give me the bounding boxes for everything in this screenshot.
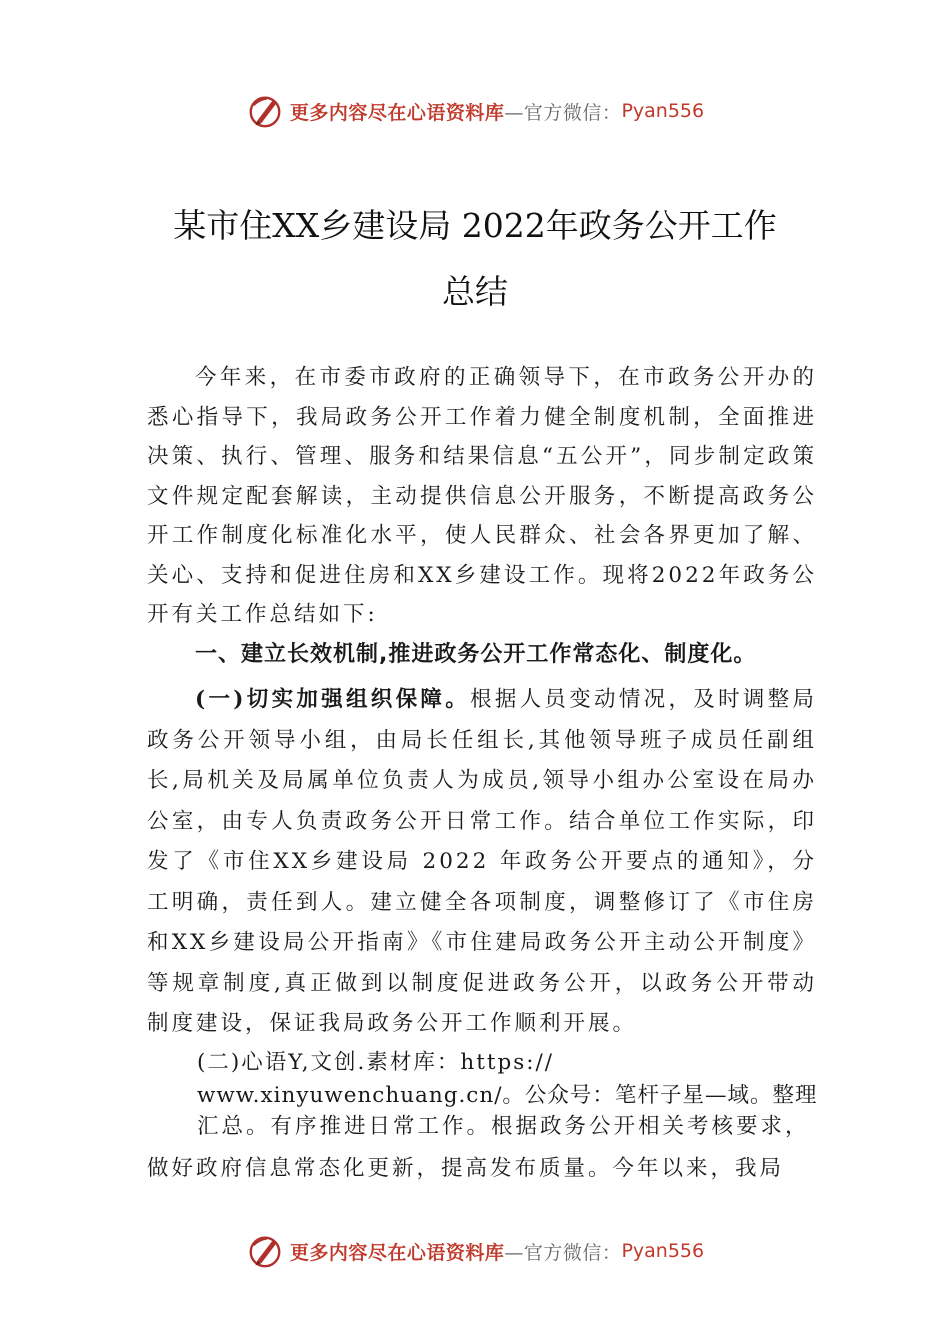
section-heading-1: 一、建立长效机制,推进政务公开工作常态化、制度化。: [195, 642, 757, 667]
document-title-line1: 某市住XX乡建设局 2022年政务公开工作: [173, 206, 777, 245]
footer-banner: [0, 1232, 950, 1270]
paragraph-organization: [147, 680, 817, 1045]
document-title-line2: 总结: [442, 272, 508, 311]
pen-logo-icon: [246, 1232, 284, 1270]
pen-logo-icon: [246, 92, 284, 130]
paragraph-3-line-2: www.xinyuwenchuang.cn/。公众号：笔杆子星—域。整理: [197, 1083, 818, 1108]
paragraph-3-line-3: 汇总。有序推进日常工作。根据政务公开相关考核要求，: [197, 1114, 810, 1139]
paragraph-3-line-1: (二)心语Y,文创.素材库：https://: [197, 1050, 555, 1075]
paragraph-lead: (一)切实加强组织保障。: [195, 687, 471, 712]
header-banner: [0, 92, 950, 130]
banner-red-text: 更多内容尽在心语资料库: [289, 1241, 505, 1264]
paragraph-3-line-4: 做好政府信息常态化更新，提高发布质量。今年以来，我局: [147, 1156, 785, 1181]
paragraph-body: 根据人员变动情况，及时调整局政务公开领导小组，由局长任组长,其他领导班子成员任副组长,局机关及局属单位负责人为成员,领导小组办公室设在局办公室，由专人负责政务公开日常工作。结合单位工作实际，印发了《市住XX乡建设局 2022 年政务公开要点的通知》，分工明确，责任到人。建立健全各项制度，调整修订了《市住房和XX乡建设局公开指南》《市住建局政务公开主动公开制度》等规章制度,真正做到以制度促进政务公开，以政务公开带动制度建设，保证我局政务公开工作顺利开展。: [147, 687, 817, 1036]
banner-gray-text: —官方微信：: [504, 1241, 622, 1264]
paragraph-intro: 今年来，在市委市政府的正确领导下，在市政务公开办的悉心指导下，我局政务公开工作着力健全制度机制，全面推进决策、执行、管理、服务和结果信息“五公开”，同步制定政策文件规定配套解读，主动提供信息公开服务，不断提高政务公开工作制度化标准化水平，使人民群众、社会各界更加了解、关心、支持和促进住房和XX乡建设工作。现将2022年政务公开有关工作总结如下:: [147, 365, 817, 627]
banner-wechat-id: Pyan556: [621, 1240, 705, 1262]
banner-red-text: 更多内容尽在心语资料库: [289, 101, 505, 124]
banner-wechat-id: Pyan556: [621, 100, 705, 122]
banner-gray-text: —官方微信：: [504, 101, 622, 124]
